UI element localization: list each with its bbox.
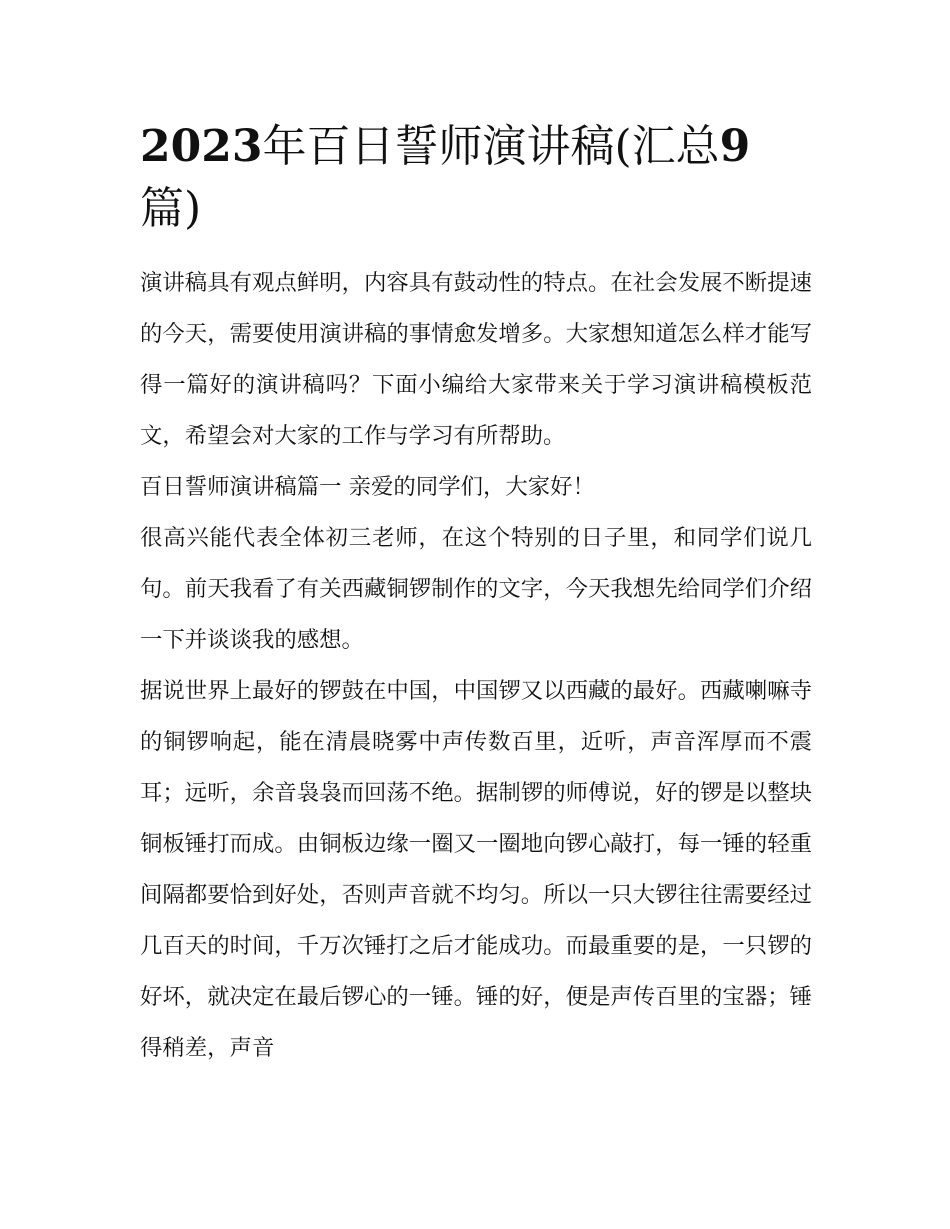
paragraph-greeting: 百日誓师演讲稿篇一 亲爱的同学们，大家好！	[140, 474, 595, 500]
paragraph-gong-story: 据说世界上最好的锣鼓在中国，中国锣又以西藏的最好。西藏喇嘛寺的铜锣响起，能在清晨晓雾中声传数百里，近听，声音浑厚而不震耳；远听，余音袅袅而回荡不绝。据制锣的师傅说，好的锣是以整块铜板锤打而成。由铜板边缘一圈又一圈地向锣心敲打，每一锤的轻重间隔都要恰到好处，否则声音就不均匀。所以一只大锣往往需要经过几百天的时间，千万次锤打之后才能成功。而最重要的是，一只锣的好坏，就决定在最后锣心的一锤。锤的好，便是声传百里的宝器；锤得稍差，声音	[140, 678, 812, 1061]
title-main: 年百日誓师演讲稿(汇总	[262, 121, 720, 172]
paragraph-opening: 很高兴能代表全体初三老师，在这个特别的日子里，和同学们说几句。前天我看了有关西藏铜锣制作的文字，今天我想先给同学们介绍一下并谈谈我的感想。	[140, 525, 812, 653]
document-page	[140, 116, 812, 1074]
title-suffix: 篇)	[140, 183, 202, 234]
title-count: 9	[719, 121, 751, 172]
document-title	[140, 116, 812, 240]
title-year: 2023	[140, 121, 263, 172]
paragraph-intro: 演讲稿具有观点鲜明，内容具有鼓动性的特点。在社会发展不断提速的今天，需要使用演讲稿的事情愈发增多。大家想知道怎么样才能写得一篇好的演讲稿吗？下面小编给大家带来关于学习演讲稿模板范文，希望会对大家的工作与学习有所帮助。	[140, 270, 812, 449]
